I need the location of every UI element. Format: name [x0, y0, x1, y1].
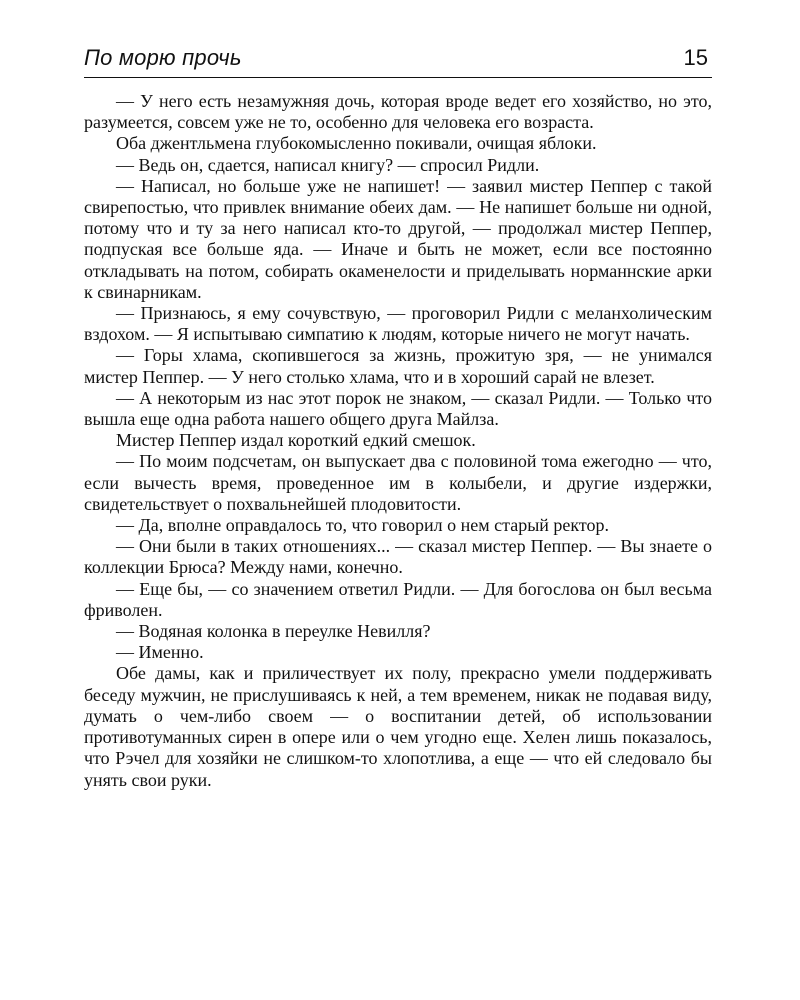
- paragraph: — Водяная колонка в переулке Невилля?: [116, 621, 431, 642]
- paragraph: Мистер Пеппер издал короткий едкий смешок.: [116, 430, 476, 451]
- paragraph: — Признаюсь, я ему сочувствую, — проговорил Ридли с меланхолическим вздохом. — Я испытываю симпатию к людям, которые ничего не могут начать.: [84, 303, 712, 345]
- page-header: [84, 43, 712, 78]
- body-text: [84, 91, 712, 791]
- paragraph: — А некоторым из нас этот порок не знаком, — сказал Ридли. — Только что вышла еще одна работа нашего общего друга Майлза.: [84, 387, 712, 430]
- page-number: 15: [683, 45, 708, 70]
- paragraph: — Написал, но больше уже не напишет! — заявил мистер Пеппер с такой свирепостью, что привлек внимание обеих дам. — Не напишет больше ни одной, потому что и ту за него написал кто-то другой, — продолжал мистер Пеппер, подпуская все больше яда. — Иначе и быть не может, если все постоянно откладывать на потом, собирать окаменелости и приделывать норманнские арки к свинарникам.: [84, 175, 712, 302]
- paragraph: Оба джентльмена глубокомысленно покивали, очищая яблоки.: [116, 133, 597, 154]
- paragraph: — По моим подсчетам, он выпускает два с половиной тома ежегодно — что, если вычесть время, проведенное им в колыбели, и другие издержки, свидетельствует о похвальнейшей плодовитости.: [84, 451, 712, 514]
- paragraph: — Именно.: [116, 642, 204, 663]
- paragraph: — Да, вполне оправдалось то, что говорил о нем старый ректор.: [116, 515, 610, 536]
- paragraph: — Горы хлама, скопившегося за жизнь, прожитую зря, — не унимался мистер Пеппер. — У него столько хлама, что и в хороший сарай не влезет.: [84, 345, 712, 387]
- running-title: По морю прочь: [84, 45, 242, 70]
- paragraph: — Ведь он, сдается, написал книгу? — спросил Ридли.: [116, 154, 540, 175]
- paragraph: Обе дамы, как и приличествует их полу, прекрасно умели поддерживать беседу мужчин, не прислушиваясь к ней, а тем временем, никак не подавая виду, думать о чем-либо своем — о воспитании детей, об использовании противотуманных сирен в опере или о чем угодно еще. Хелен лишь показалось, что Рэчел для хозяйки не слишком-то хлопотлива, а еще — что ей следовало бы унять свои руки.: [84, 663, 712, 790]
- paragraph: — У него есть незамужняя дочь, которая вроде ведет его хозяйство, но это, разумеется, совсем уже не то, особенно для человека его возраста.: [84, 91, 712, 133]
- paragraph: — Еще бы, — со значением ответил Ридли. — Для богослова он был весьма фриволен.: [84, 578, 712, 620]
- paragraph: — Они были в таких отношениях... — сказал мистер Пеппер. — Вы знаете о коллекции Брюса? Между нами, конечно.: [84, 536, 712, 578]
